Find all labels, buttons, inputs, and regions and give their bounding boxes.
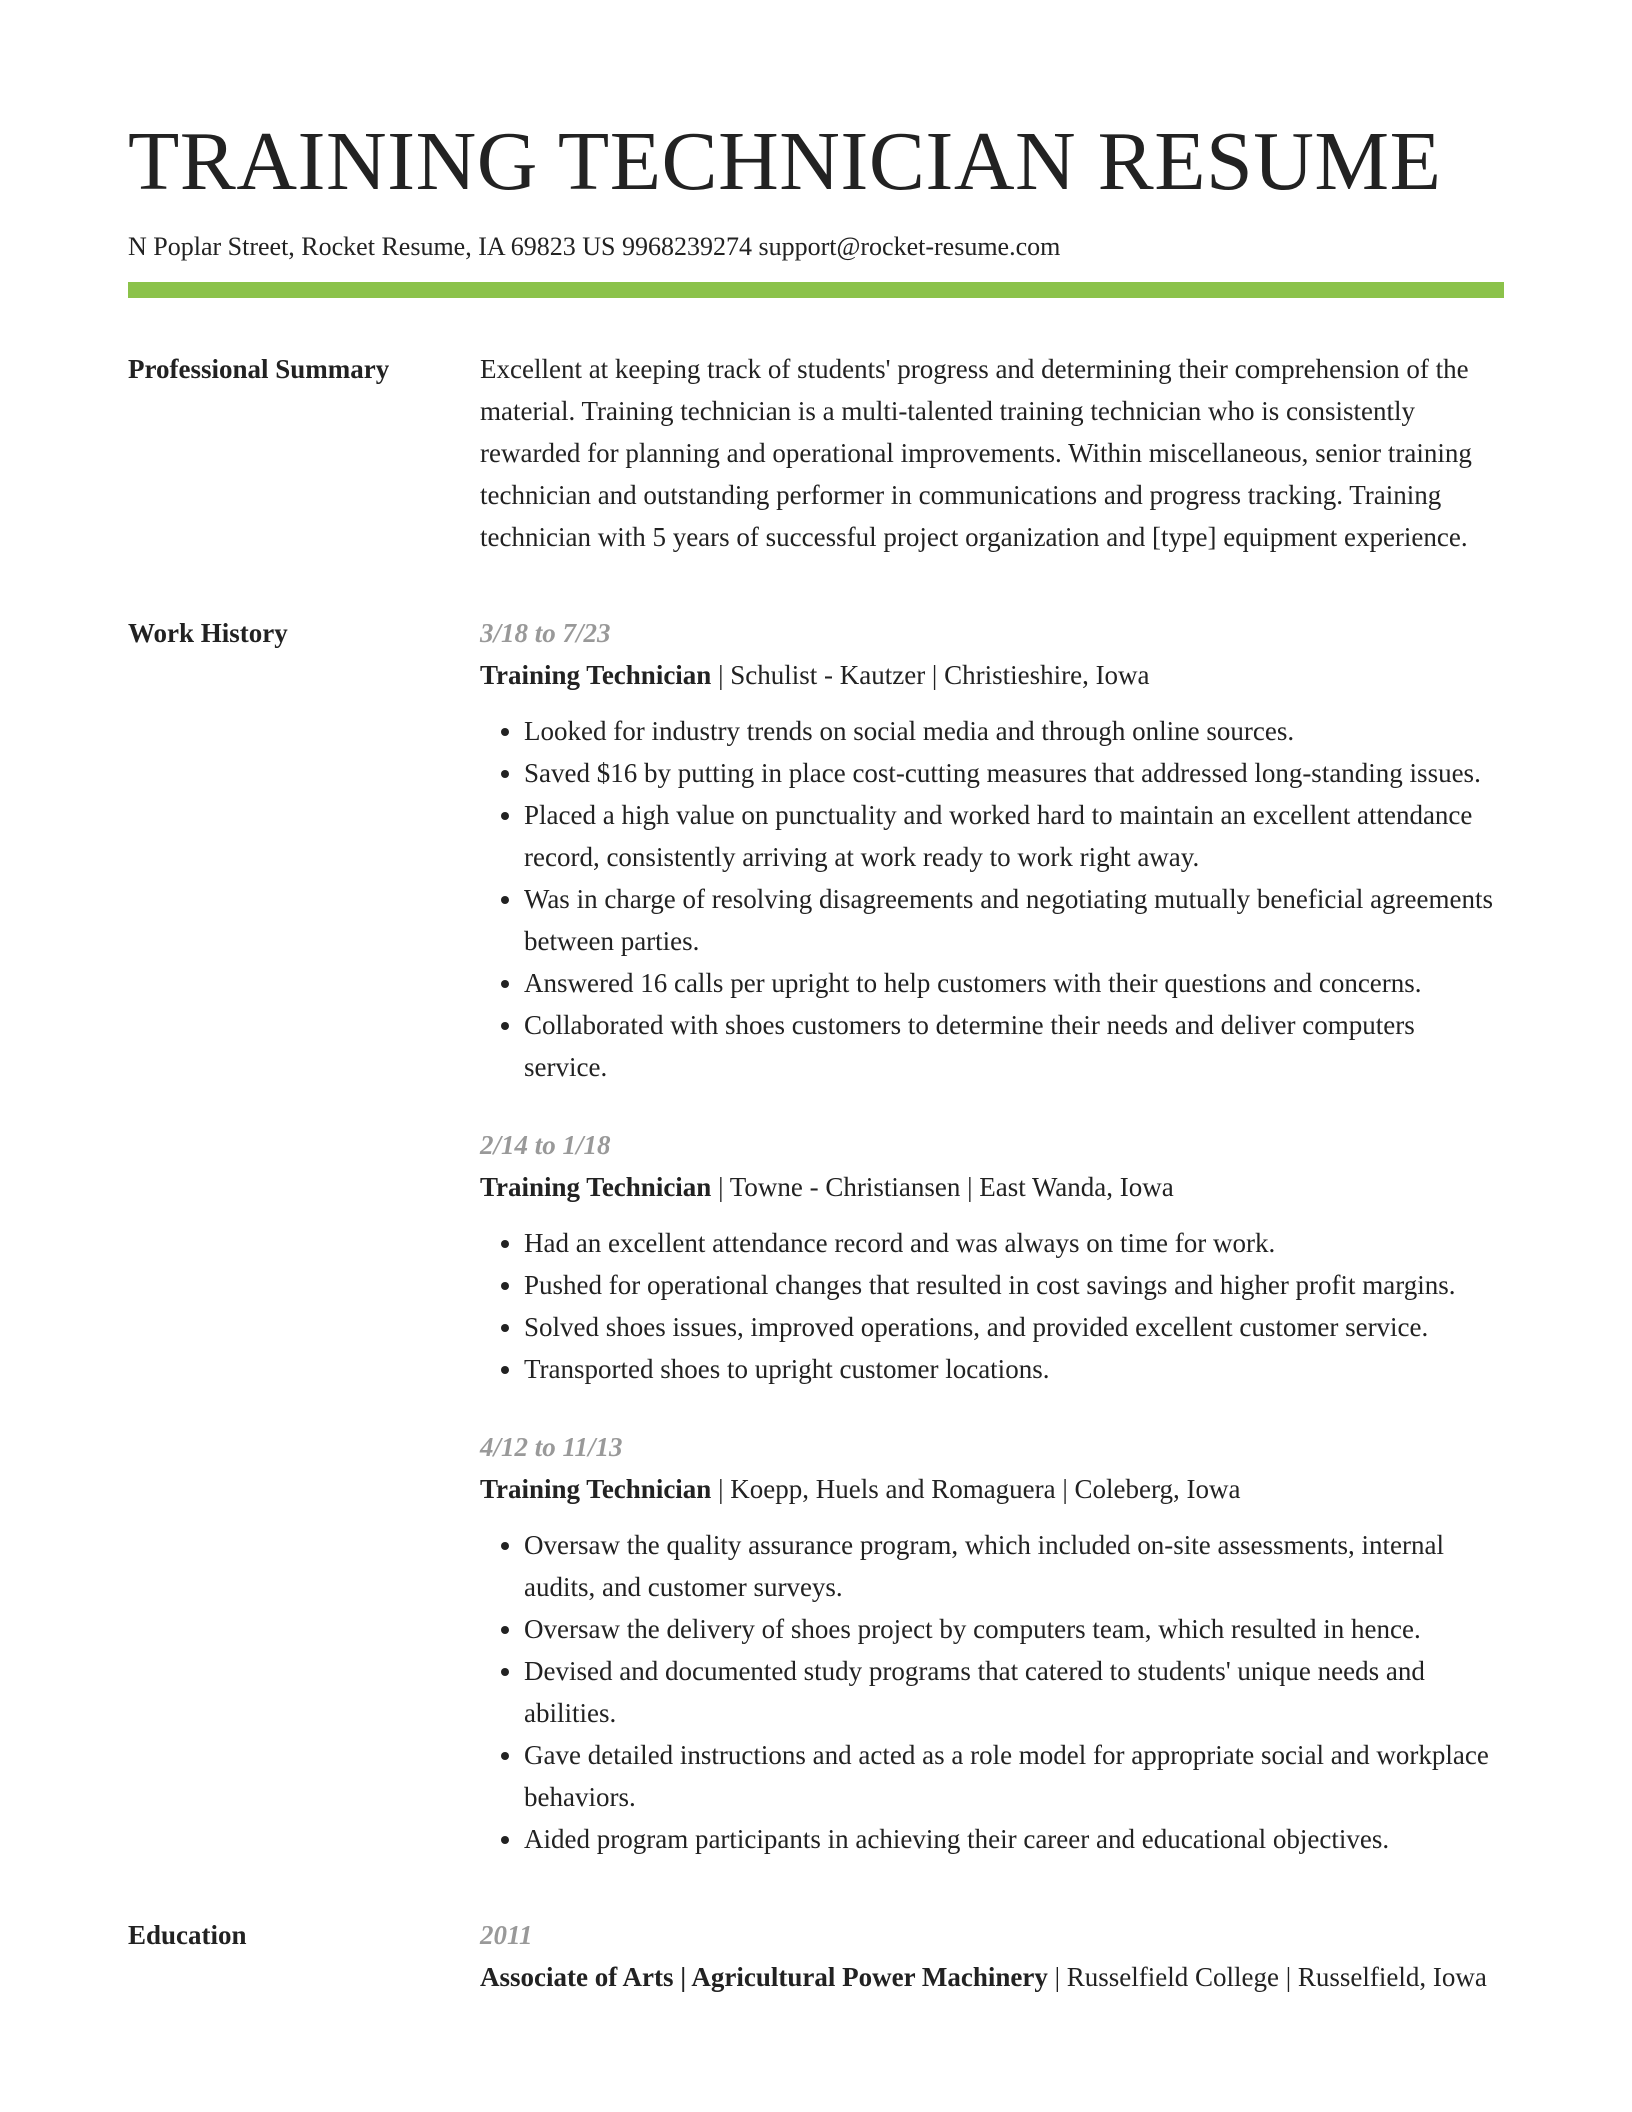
- job-bullet: • Oversaw the delivery of shoes project by computers team, which resulted in hence.: [524, 1608, 1504, 1650]
- contact-info: N Poplar Street, Rocket Resume, IA 69823 US 9968239274 support@rocket-resume.com: [128, 232, 1061, 261]
- work-history-body: [480, 612, 1504, 1860]
- job-bullet: • Gave detailed instructions and acted as a role model for appropriate social and workplace behaviors.: [524, 1734, 1504, 1818]
- header-divider: [128, 282, 1504, 298]
- work-history-section: [128, 612, 1504, 1860]
- education-heading: Education: [128, 1919, 247, 1950]
- education-year: 2011: [480, 1919, 533, 1950]
- job-bullet: • Collaborated with shoes customers to determine their needs and deliver computers service.: [524, 1004, 1504, 1088]
- education-degree: Associate of Arts | Agricultural Power Machinery: [480, 1961, 1048, 1992]
- job-bullet: • Pushed for operational changes that resulted in cost savings and higher profit margins.: [524, 1264, 1504, 1306]
- summary-body: [480, 348, 1504, 558]
- summary-section: [128, 348, 1504, 558]
- education-school: | Russelfield College | Russelfield, Iowa: [1047, 1961, 1487, 1992]
- job-bullet: • Answered 16 calls per upright to help customers with their questions and concerns.: [524, 962, 1504, 1004]
- job-bullet: • Had an excellent attendance record and was always on time for work.: [524, 1222, 1504, 1264]
- summary-text: Excellent at keeping track of students' progress and determining their comprehension of the material. Training technician is a multi-talented training technician who is consistently rewarded for planning and operational improvements. Within miscellaneous, senior training technician and outstanding performer in communications and progress tracking. Training technician with 5 years of successful project organization and [type] equipment experience.: [480, 353, 1472, 552]
- job-heading: [480, 654, 1504, 696]
- job-role: Training Technician: [480, 1171, 712, 1202]
- job-bullets: [480, 1222, 1504, 1390]
- education-body: [480, 1914, 1504, 1998]
- job-role: Training Technician: [480, 1473, 712, 1504]
- education-section: [128, 1914, 1504, 1998]
- job-bullets: [480, 710, 1504, 1088]
- job-bullet: • Oversaw the quality assurance program, which included on-site assessments, internal audits, and customer surveys.: [524, 1524, 1504, 1608]
- job-bullet: • Saved $16 by putting in place cost-cutting measures that addressed long-standing issues.: [524, 752, 1504, 794]
- job-bullet: • Solved shoes issues, improved operations, and provided excellent customer service.: [524, 1306, 1504, 1348]
- job-bullets: [480, 1524, 1504, 1860]
- job-bullet: • Aided program participants in achieving their career and educational objectives.: [524, 1818, 1504, 1860]
- job-employer: | Koepp, Huels and Romaguera | Coleberg, Iowa: [711, 1473, 1241, 1504]
- job-employer: | Schulist - Kautzer | Christieshire, Iowa: [711, 659, 1150, 690]
- job-bullet: • Placed a high value on punctuality and worked hard to maintain an excellent attendance record, consistently arriving at work ready to work right away.: [524, 794, 1504, 878]
- resume-title: TRAINING TECHNICIAN RESUME: [128, 115, 1442, 208]
- job-bullet: • Transported shoes to upright customer locations.: [524, 1348, 1504, 1390]
- job-entry: [480, 612, 1504, 1088]
- job-bullet: • Looked for industry trends on social media and through online sources.: [524, 710, 1504, 752]
- job-dates: 4/12 to 11/13: [480, 1431, 623, 1462]
- job-dates: 2/14 to 1/18: [480, 1129, 611, 1160]
- job-bullet: • Devised and documented study programs that catered to students' unique needs and abilities.: [524, 1650, 1504, 1734]
- job-bullet: • Was in charge of resolving disagreements and negotiating mutually beneficial agreements between parties.: [524, 878, 1504, 962]
- job-employer: | Towne - Christiansen | East Wanda, Iowa: [711, 1171, 1174, 1202]
- job-heading: [480, 1166, 1504, 1208]
- job-entry: [480, 1124, 1504, 1390]
- job-dates: 3/18 to 7/23: [480, 617, 611, 648]
- job-entry: [480, 1426, 1504, 1860]
- education-heading-line: [480, 1956, 1504, 1998]
- work-history-heading: Work History: [128, 617, 288, 648]
- job-heading: [480, 1468, 1504, 1510]
- summary-heading: Professional Summary: [128, 353, 390, 384]
- job-role: Training Technician: [480, 659, 712, 690]
